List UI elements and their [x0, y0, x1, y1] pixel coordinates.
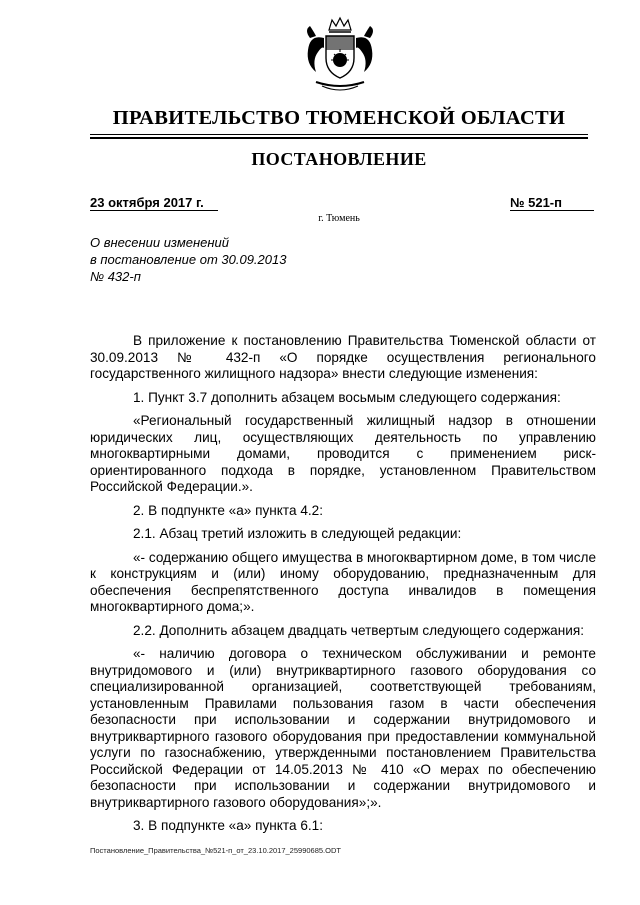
title-rule-thick	[90, 137, 588, 139]
footer-filename: Постановление_Правительства_№521-п_от_23.10.2017_25990685.ODT	[90, 846, 341, 855]
subject-line: О внесении изменений	[90, 235, 229, 250]
body-paragraph: В приложение к постановлению Правительства Тюменской области от 30.09.2013 № 432-п «О порядке осуществления регионального государственного жилищного надзора» внести следующие изменения:	[90, 333, 596, 381]
body-paragraph: 3. В подпункте «а» пункта 6.1:	[133, 818, 323, 833]
subject-line: в постановление от 30.09.2013	[90, 252, 287, 267]
body-paragraph: 2.1. Абзац третий изложить в следующей редакции:	[133, 526, 462, 541]
body-paragraph: 2.2. Дополнить абзацем двадцать четвертым следующего содержания:	[133, 622, 584, 638]
document-number: № 521-п	[510, 196, 594, 211]
subject-line: № 432-п	[90, 269, 141, 284]
document-subject	[90, 234, 286, 285]
document-type-heading: ПОСТАНОВЛЕНИЕ	[251, 149, 427, 169]
coat-of-arms-icon	[302, 16, 378, 94]
document-body	[90, 333, 596, 842]
body-paragraph: 2. В подпункте «а» пункта 4.2:	[133, 502, 323, 518]
document-date: 23 октября 2017 г.	[90, 196, 218, 211]
government-title: ПРАВИТЕЛЬСТВО ТЮМЕНСКОЙ ОБЛАСТИ	[112, 107, 566, 129]
title-rule-thin	[90, 134, 588, 135]
document-city: г. Тюмень	[318, 213, 360, 224]
body-paragraph: «- содержанию общего имущества в многоквартирном доме, в том числе к конструкциям и (или) иному оборудованию, предназначенным для обеспечения беспрепятственного доступа инвалидов в помещения многоквартирного дома;».	[90, 549, 596, 614]
body-paragraph: «- наличию договора о техническом обслуживании и ремонте внутридомового и (или) внутриквартирного газового оборудования со специализированной организацией, соответствующей требованиям, установленным Правилами пользования газом в части обеспечения безопасности при использовании и содержании внутридомового и внутриквартирного газового оборудования при предоставлении коммунальной услуги по газоснабжению, утвержденными постановлением Правительства Российской Федерации от 14.05.2013 № 410 «О мерах по обеспечению безопасности при использовании и содержании внутридомового и внутриквартирного газового оборудования»;».	[90, 646, 596, 810]
body-paragraph: 1. Пункт 3.7 дополнить абзацем восьмым следующего содержания:	[133, 389, 561, 405]
body-paragraph: «Региональный государственный жилищный надзор в отношении юридических лиц, осуществляющих деятельность по управлению многоквартирными домами, проводится с применением риск-ориентированного подхода в порядке, установленном Правительством Российской Федерации.».	[90, 413, 596, 494]
